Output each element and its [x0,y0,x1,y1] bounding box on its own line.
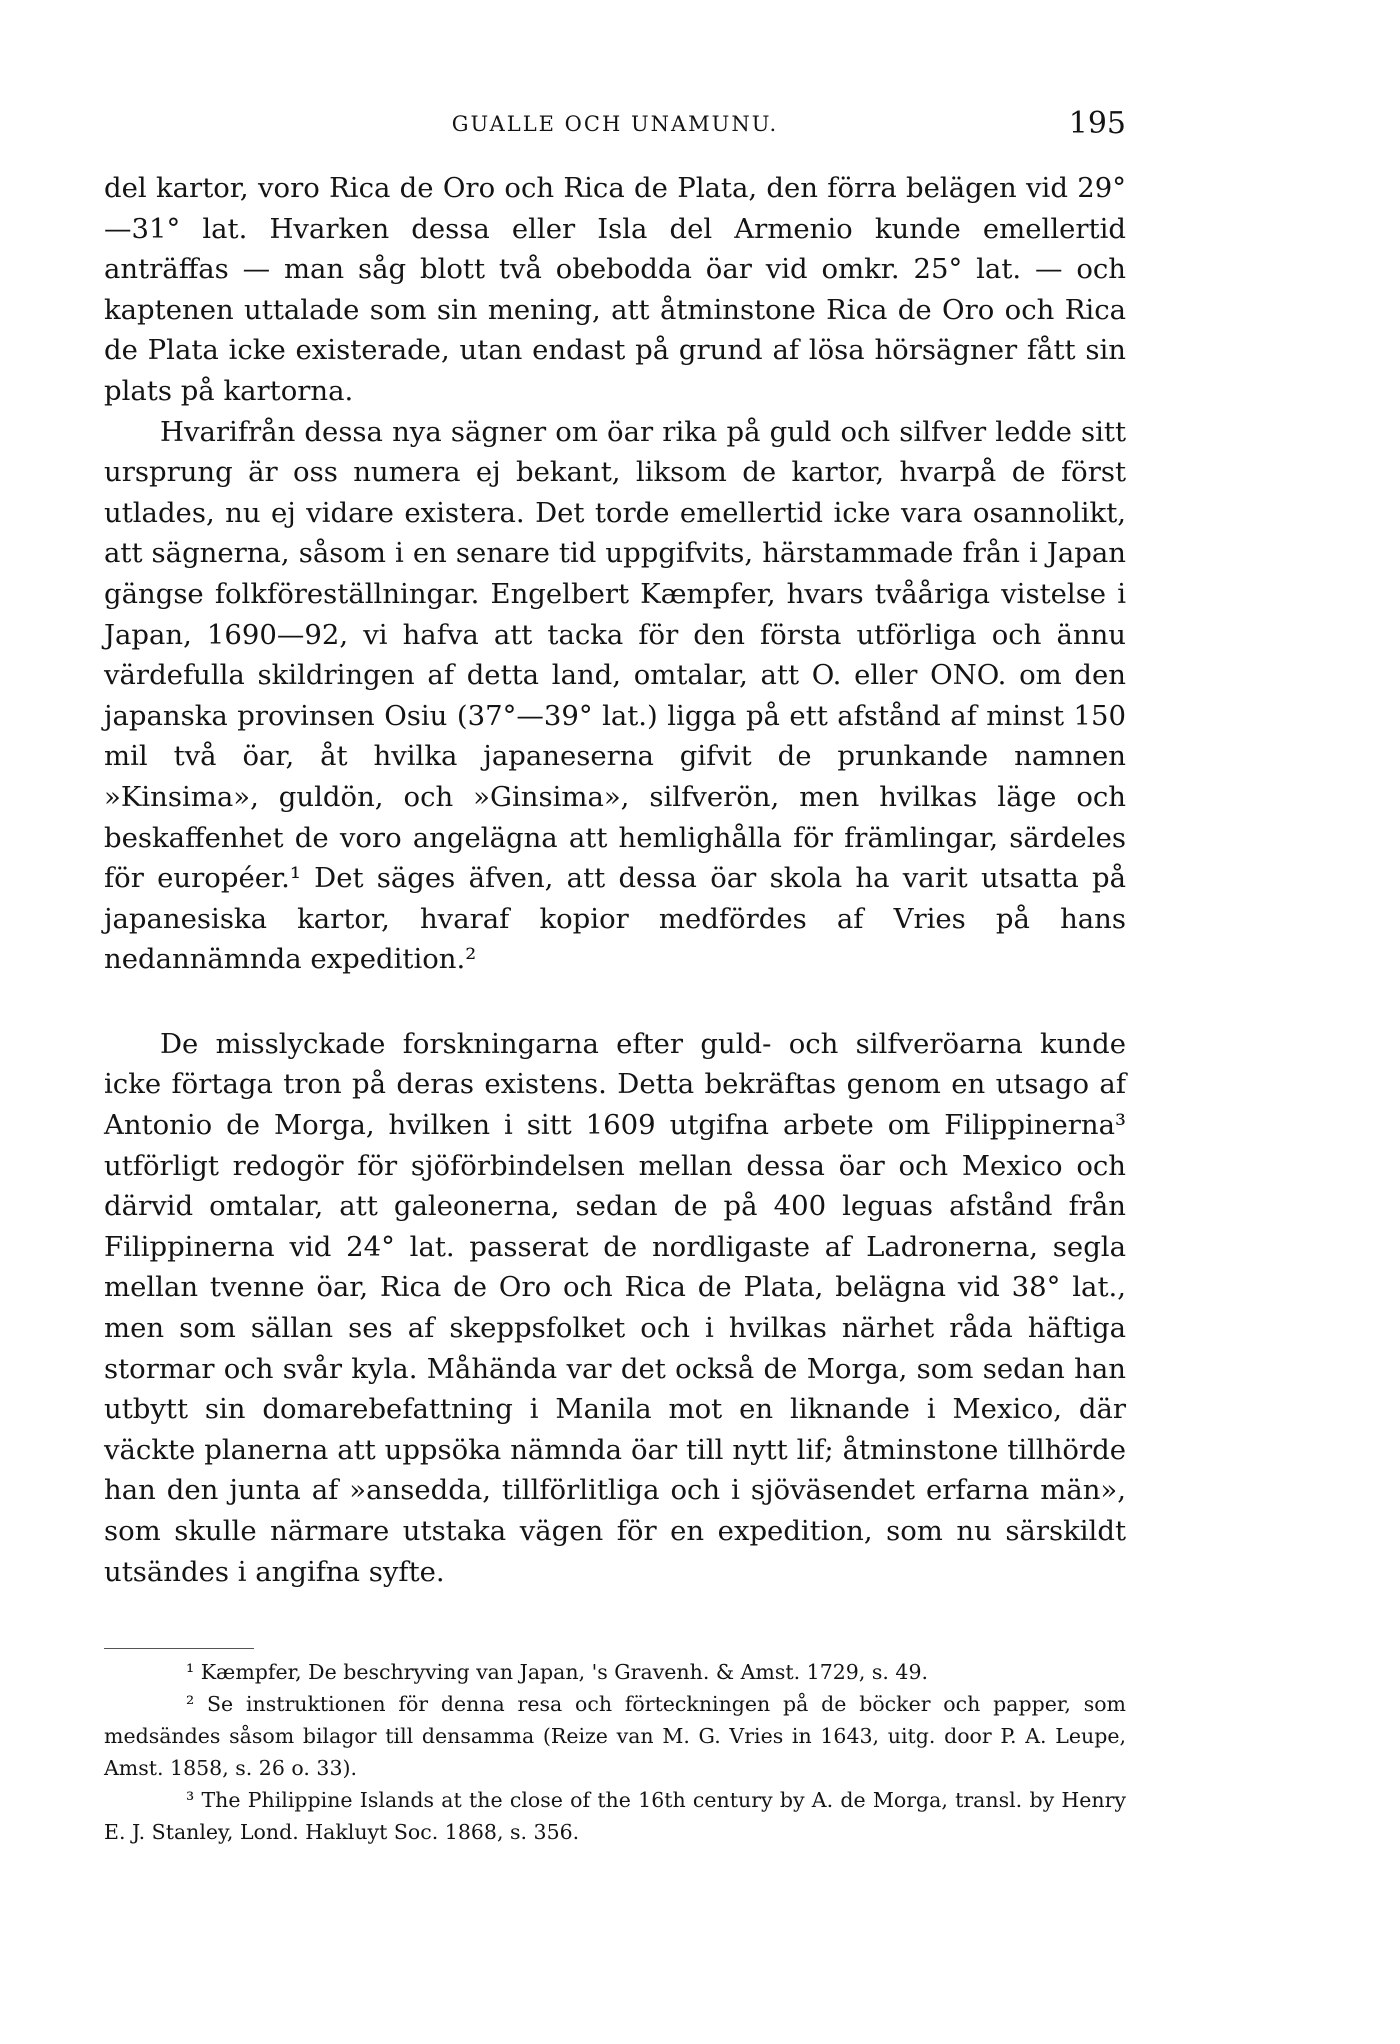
footnote-2: ² Se instruktionen för denna resa och förteckningen på de böcker och papper, som medsändes såsom bilagor till densamma (Reize van M. G. Vries in 1643, uitg. door P. A. Leupe, Amst. 1858, s. 26 o. 33). [104,1692,1126,1780]
paragraph-3: De misslyckade forskningarna efter guld- och silfveröarna kunde icke förtaga tron på deras existens. Detta bekräftas genom en utsago af Antonio de Morga, hvilken i sitt 1609 utgifna arbete om Filippinerna³ utförligt redogör för sjöförbindelsen mellan dessa öar och Mexico och därvid omtalar, att galeonerna, sedan de på 400 leguas afstånd från Filippinerna vid 24° lat. passerat de nordligaste af Ladronerna, segla mellan tvenne öar, Rica de Oro och Rica de Plata, belägna vid 38° lat., men som sällan ses af skeppsfolket och i hvilkas närhet råda häftiga stormar och svår kyla. Måhända var det också de Morga, som sedan han utbytt sin domarebefattning i Manila mot en liknande i Mexico, där väckte planerna att uppsöka nämnda öar till nytt lif; åtminstone tillhörde han den junta af »ansedda, tillförlitliga och i sjöväsendet erfarna män», som skulle närmare utstaka vägen för en expedition, som nu särskildt utsändes i angifna syfte. [104,1027,1126,1588]
body-text [104,168,1126,1592]
footnote-1: ¹ Kæmpfer, De beschryving van Japan, 's Gravenh. & Amst. 1729, s. 49. [186,1660,929,1684]
footnotes [104,1656,1126,1848]
page-header [104,106,1126,152]
paragraph-1: del kartor, voro Rica de Oro och Rica de Plata, den förra belägen vid 29°—31° lat. Hvarken dessa eller Isla del Armenio kunde emellertid anträffas — man såg blott två obebodda öar vid omkr. 25° lat. — och kaptenen uttalade som sin mening, att åtminstone Rica de Oro och Rica de Plata icke existerade, utan endast på grund af lösa hörsägner fått sin plats på kartorna. [104,172,1126,407]
paragraph-2: Hvarifrån dessa nya sägner om öar rika på guld och silfver ledde sitt ursprung är oss numera ej bekant, liksom de kartor, hvarpå de först utlades, nu ej vidare existera. Det torde emellertid icke vara osannolikt, att sägnerna, såsom i en senare tid uppgifvits, härstammade från i Japan gängse folkföreställningar. Engelbert Kæmpfer, hvars tvååriga vistelse i Japan, 1690—92, vi hafva att tacka för den första utförliga och ännu värdefulla skildringen af detta land, omtalar, att O. eller ONO. om den japanska provinsen Osiu (37°—39° lat.) ligga på ett afstånd af minst 150 mil två öar, åt hvilka japaneserna gifvit de prunkande namnen »Kinsima», guldön, och »Ginsima», silfverön, men hvilkas läge och beskaffenhet de voro angelägna att hemlighålla för främlingar, särdeles för européer.¹ Det säges äfven, att dessa öar skola ha varit utsatta på japanesiska kartor, hvaraf kopior medfördes af Vries på hans nedannämnda expedition.² [104,415,1126,976]
page-number: 195 [1068,106,1126,141]
footnote-divider [104,1648,254,1649]
footnote-3: ³ The Philippine Islands at the close of the 16th century by A. de Morga, transl. by Henry E. J. Stanley, Lond. Hakluyt Soc. 1868, s. 356. [104,1788,1126,1844]
running-head: GUALLE OCH UNAMUNU. [451,112,779,136]
